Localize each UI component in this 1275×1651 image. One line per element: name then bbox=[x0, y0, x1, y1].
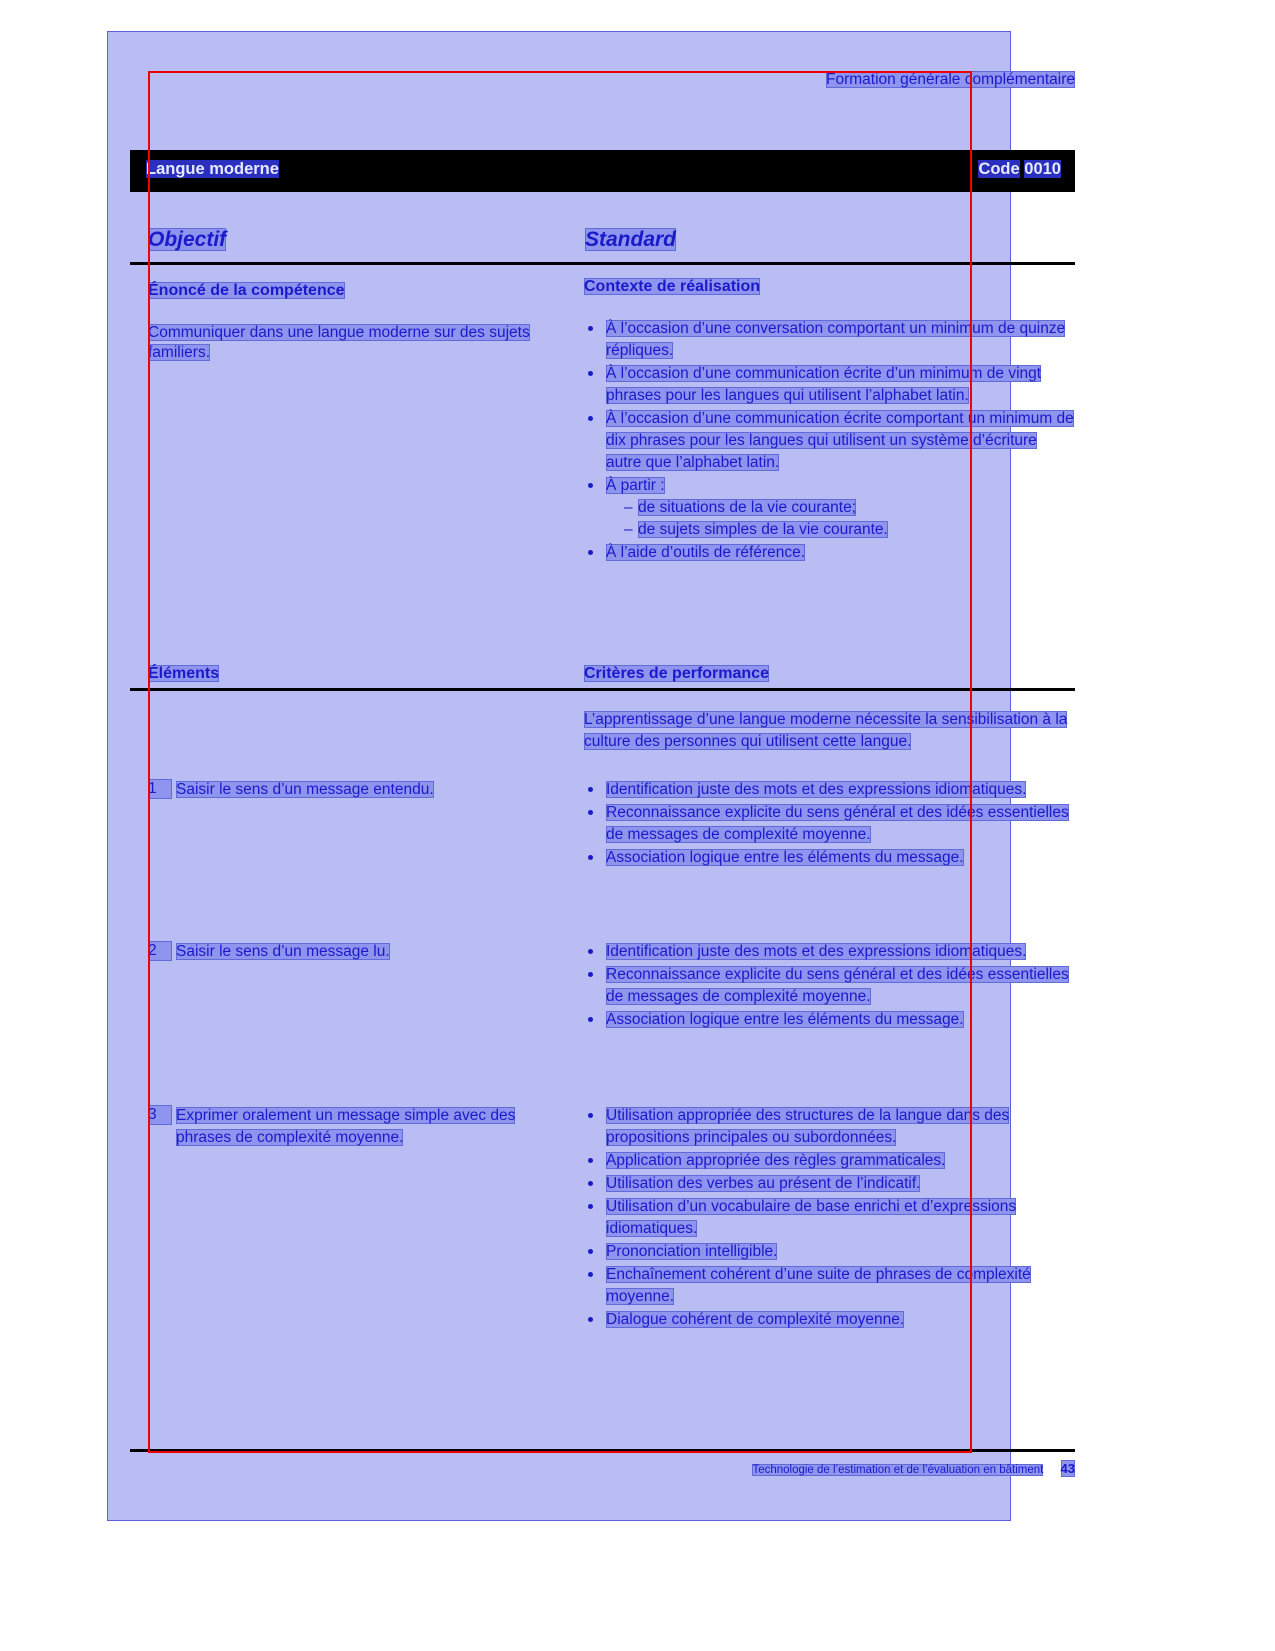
element-number: 3 bbox=[148, 1105, 172, 1125]
subheading-contexte: Contexte de réalisation bbox=[584, 278, 761, 295]
list-item: Identification juste des mots et des expressions idiomatiques. bbox=[584, 779, 1076, 801]
list-item: À l’occasion d’une communication écrite d’un minimum de vingt phrases pour les langues qui utilisent l’alphabet latin. bbox=[584, 363, 1076, 407]
context-sub-list bbox=[606, 497, 1076, 541]
course-title-band bbox=[130, 150, 1075, 192]
list-item: À l’occasion d’une conversation comportant un minimum de quinze répliques. bbox=[584, 318, 1076, 362]
competence-statement: Communiquer dans une langue moderne sur des sujets familiers. bbox=[148, 324, 530, 362]
footer-text: Technologie de l’estimation et de l’évaluation en bâtiment bbox=[752, 1464, 1044, 1476]
subheading-enonce: Énoncé de la compétence bbox=[148, 282, 345, 299]
list-item: À partir : – de situations de la vie courante; – de sujets simples de la vie courante. bbox=[584, 475, 1076, 541]
list-item: Application appropriée des règles grammaticales. bbox=[584, 1150, 1076, 1172]
criteria-row-3 bbox=[584, 1105, 1076, 1332]
course-title: Langue moderne bbox=[146, 160, 279, 178]
element-row-1 bbox=[148, 779, 568, 801]
list-item: Reconnaissance explicite du sens général et des idées essentielles de messages de complexité moyenne. bbox=[584, 802, 1076, 846]
heading-objectif: Objectif bbox=[148, 228, 227, 251]
list-item: Utilisation d’un vocabulaire de base enrichi et d’expressions idiomatiques. bbox=[584, 1196, 1076, 1240]
list-item: Prononciation intelligible. bbox=[584, 1241, 1076, 1263]
element-text: Saisir le sens d’un message entendu. bbox=[176, 781, 434, 798]
element-row-2 bbox=[148, 941, 568, 963]
list-item: Identification juste des mots et des expressions idiomatiques. bbox=[584, 941, 1076, 963]
list-item: Utilisation des verbes au présent de l’indicatif. bbox=[584, 1173, 1076, 1195]
list-item: – de situations de la vie courante; bbox=[624, 497, 1076, 519]
context-list bbox=[584, 318, 1076, 565]
list-item: – de sujets simples de la vie courante. bbox=[624, 519, 1076, 541]
running-header bbox=[745, 70, 1075, 90]
element-text: Exprimer oralement un message simple avec des phrases de complexité moyenne. bbox=[176, 1107, 516, 1146]
element-number: 2 bbox=[148, 941, 172, 961]
element-row-3 bbox=[148, 1105, 568, 1149]
element-text: Saisir le sens d’un message lu. bbox=[176, 943, 390, 960]
list-item: Utilisation appropriée des structures de la langue dans des propositions principales ou subordonnées. bbox=[584, 1105, 1076, 1149]
list-item: À l’aide d’outils de référence. bbox=[584, 542, 1076, 564]
course-code: Code 0010 bbox=[978, 160, 1061, 178]
running-header-text: Formation générale complémentaire bbox=[826, 71, 1075, 88]
page-footer bbox=[560, 1460, 1075, 1478]
heading-standard: Standard bbox=[585, 228, 677, 251]
list-item: Dialogue cohérent de complexité moyenne. bbox=[584, 1309, 1076, 1331]
subheading-criteres: Critères de performance bbox=[584, 665, 769, 682]
element-number: 1 bbox=[148, 779, 172, 799]
rule-under-section-two-headings bbox=[130, 688, 1075, 691]
rule-footer bbox=[130, 1449, 1075, 1452]
list-item: Enchaînement cohérent d’une suite de phrases de complexité moyenne. bbox=[584, 1264, 1076, 1308]
intro-note: L’apprentissage d’une langue moderne nécessite la sensibilisation à la culture des personnes qui utilisent cette langue. bbox=[584, 711, 1068, 750]
rule-under-column-headings bbox=[130, 262, 1075, 265]
subheading-elements: Éléments bbox=[148, 665, 220, 682]
list-item: Reconnaissance explicite du sens général et des idées essentielles de messages de complexité moyenne. bbox=[584, 964, 1076, 1008]
page-number: 43 bbox=[1060, 1461, 1075, 1476]
list-item: À l’occasion d’une communication écrite comportant un minimum de dix phrases pour les langues qui utilisent un système d’écriture autre que l’alphabet latin. bbox=[584, 408, 1076, 474]
criteria-row-2 bbox=[584, 941, 1076, 1032]
list-item: Association logique entre les éléments du message. bbox=[584, 1009, 1076, 1031]
list-item: Association logique entre les éléments du message. bbox=[584, 847, 1076, 869]
criteria-row-1 bbox=[584, 779, 1076, 870]
